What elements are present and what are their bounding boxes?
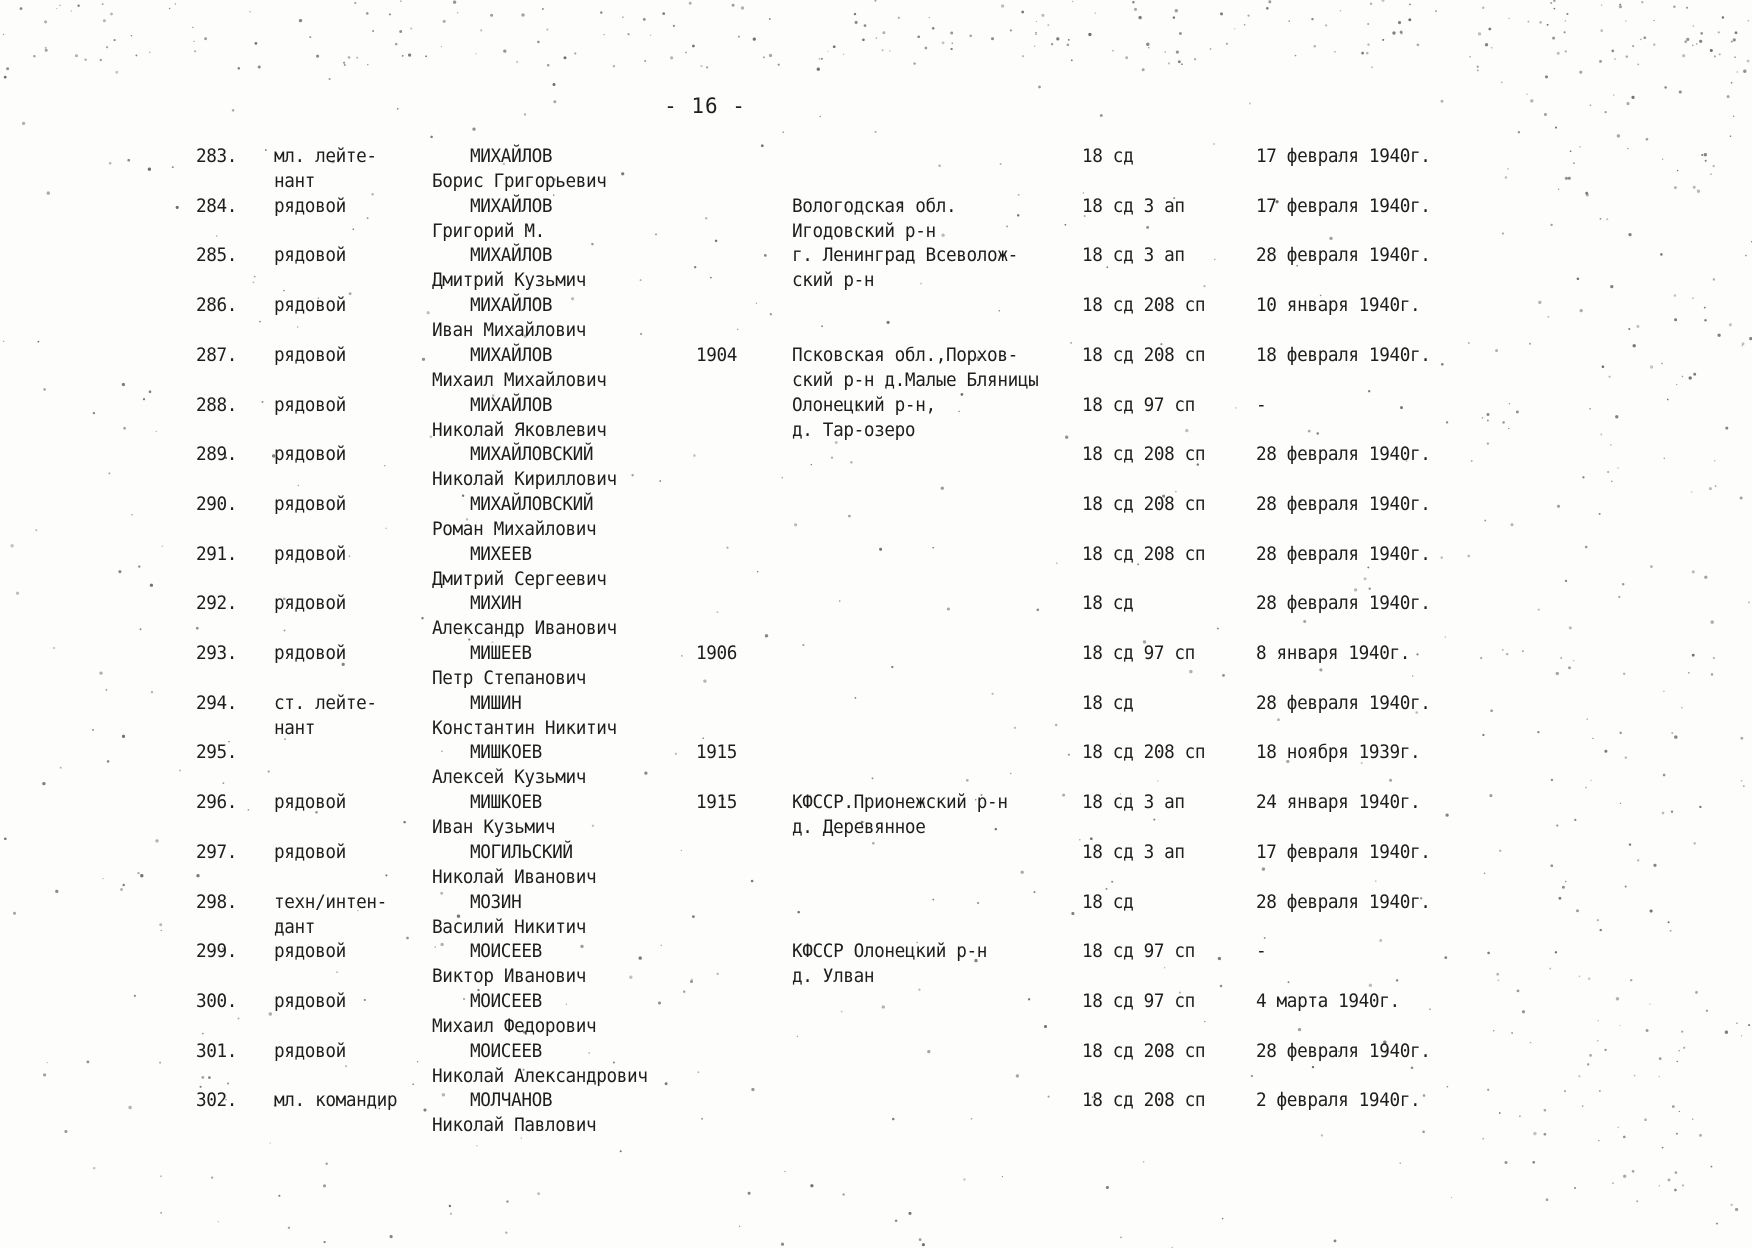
- record-row: [0, 542, 1752, 592]
- record-given-names: Константин Никитич: [432, 716, 617, 739]
- record-rank: рядовой: [274, 592, 346, 615]
- record-row: [0, 641, 1752, 691]
- record-rank: рядовой: [274, 343, 346, 366]
- record-given-names: Дмитрий Сергеевич: [432, 567, 607, 590]
- record-surname: МИХЕЕВ: [470, 542, 532, 565]
- record-number: 285.: [196, 244, 238, 267]
- record-row: [0, 1088, 1752, 1138]
- record-date: 28 февраля 1940г.: [1256, 492, 1431, 515]
- record-date: 17 февраля 1940г.: [1256, 840, 1431, 863]
- record-row: [0, 890, 1752, 940]
- record-address: Вологодская обл. Игодовский р-н: [792, 194, 957, 242]
- record-number: 301.: [196, 1039, 238, 1062]
- record-date: 28 февраля 1940г.: [1256, 244, 1431, 267]
- record-surname: МИШИН: [470, 691, 522, 714]
- record-surname: МОЛЧАНОВ: [470, 1089, 553, 1112]
- record-surname: МИШЕЕВ: [470, 642, 532, 664]
- record-date: -: [1256, 940, 1267, 963]
- record-rank: ст. лейте- нант: [274, 691, 377, 739]
- record-rank: рядовой: [274, 1039, 346, 1062]
- record-date: 28 февраля 1940г.: [1256, 542, 1431, 565]
- page-number: - 16 -: [664, 94, 746, 118]
- record-surname: МОГИЛЬСКИЙ: [470, 840, 573, 863]
- record-given-names: Иван Михайлович: [432, 319, 587, 342]
- record-surname: МИШКОЕВ: [470, 741, 542, 764]
- record-date: 28 февраля 1940г.: [1256, 890, 1431, 913]
- record-given-names: Борис Григорьевич: [432, 170, 607, 192]
- record-number: 283.: [196, 145, 238, 167]
- record-number: 294.: [196, 691, 238, 714]
- record-unit: 18 сд 97 сп: [1082, 989, 1195, 1012]
- record-address: г. Ленинград Всеволож- ский р-н: [792, 244, 1018, 292]
- record-number: 295.: [196, 741, 238, 764]
- record-row: [0, 740, 1752, 790]
- record-rank: рядовой: [274, 940, 346, 963]
- record-unit: 18 сд 208 сп: [1082, 492, 1206, 515]
- record-birth-year: 1904: [696, 343, 738, 366]
- record-surname: МИХАЙЛОВ: [470, 343, 553, 366]
- record-row: [0, 243, 1752, 293]
- record-number: 286.: [196, 294, 238, 317]
- record-number: 289.: [196, 443, 238, 466]
- record-surname: МОИСЕЕВ: [470, 940, 542, 963]
- record-number: 298.: [196, 890, 238, 913]
- record-given-names: Михаил Федорович: [432, 1014, 597, 1037]
- record-row: [0, 691, 1752, 741]
- record-rank: рядовой: [274, 443, 346, 466]
- record-unit: 18 сд 208 сп: [1082, 1089, 1206, 1112]
- record-given-names: Николай Кириллович: [432, 468, 617, 491]
- record-unit: 18 сд 208 сп: [1082, 1039, 1206, 1062]
- record-date: 8 января 1940г.: [1256, 642, 1411, 664]
- record-surname: МИХИН: [470, 592, 522, 615]
- record-number: 300.: [196, 989, 238, 1012]
- record-given-names: Николай Яковлевич: [432, 418, 607, 441]
- record-row: [0, 591, 1752, 641]
- record-unit: 18 сд 3 ап: [1082, 791, 1185, 814]
- record-row: [0, 790, 1752, 840]
- record-date: 4 марта 1940г.: [1256, 989, 1400, 1012]
- record-unit: 18 сд: [1082, 145, 1134, 167]
- record-row: [0, 343, 1752, 393]
- record-number: 293.: [196, 642, 238, 664]
- record-date: -: [1256, 393, 1267, 416]
- record-rank: рядовой: [274, 989, 346, 1012]
- record-given-names: Виктор Иванович: [432, 965, 587, 988]
- record-row: [0, 393, 1752, 443]
- record-rank: техн/интен- дант: [274, 890, 387, 938]
- record-date: 28 февраля 1940г.: [1256, 443, 1431, 466]
- record-unit: 18 сд: [1082, 890, 1134, 913]
- record-rank: рядовой: [274, 642, 346, 664]
- record-surname: МИХАЙЛОВ: [470, 244, 553, 267]
- record-date: 10 января 1940г.: [1256, 294, 1421, 317]
- record-row: [0, 442, 1752, 492]
- record-number: 291.: [196, 542, 238, 565]
- record-surname: МИХАЙЛОВ: [470, 294, 553, 317]
- record-date: 17 февраля 1940г.: [1256, 145, 1431, 167]
- record-row: [0, 939, 1752, 989]
- record-date: 28 февраля 1940г.: [1256, 592, 1431, 615]
- record-surname: МОЗИН: [470, 890, 522, 913]
- record-surname: МИХАЙЛОВ: [470, 393, 553, 416]
- record-rank: мл. лейте- нант: [274, 145, 377, 192]
- record-date: 18 февраля 1940г.: [1256, 343, 1431, 366]
- record-given-names: Василий Никитич: [432, 915, 587, 938]
- record-given-names: Николай Павлович: [432, 1114, 597, 1137]
- record-unit: 18 сд 97 сп: [1082, 642, 1195, 664]
- record-given-names: Николай Иванович: [432, 865, 597, 888]
- record-surname: МИХАЙЛОВСКИЙ: [470, 492, 594, 515]
- record-surname: МИШКОЕВ: [470, 791, 542, 814]
- record-rank: рядовой: [274, 393, 346, 416]
- record-birth-year: 1906: [696, 642, 738, 664]
- record-unit: 18 сд 3 ап: [1082, 194, 1185, 217]
- record-surname: МИХАЙЛОВ: [470, 194, 553, 217]
- record-given-names: Александр Иванович: [432, 617, 617, 640]
- record-date: 17 февраля 1940г.: [1256, 194, 1431, 217]
- record-surname: МОИСЕЕВ: [470, 989, 542, 1012]
- record-row: [0, 144, 1752, 194]
- record-surname: МОИСЕЕВ: [470, 1039, 542, 1062]
- record-rank: рядовой: [274, 791, 346, 814]
- record-birth-year: 1915: [696, 791, 738, 814]
- record-row: [0, 194, 1752, 244]
- record-rank: рядовой: [274, 244, 346, 267]
- record-number: 288.: [196, 393, 238, 416]
- record-given-names: Петр Степанович: [432, 667, 587, 689]
- record-unit: 18 сд 208 сп: [1082, 294, 1206, 317]
- record-given-names: Иван Кузьмич: [432, 816, 556, 839]
- record-surname: МИХАЙЛОВСКИЙ: [470, 443, 594, 466]
- record-row: [0, 293, 1752, 343]
- record-given-names: Роман Михайлович: [432, 517, 597, 540]
- record-rank: рядовой: [274, 194, 346, 217]
- record-given-names: Дмитрий Кузьмич: [432, 269, 587, 292]
- record-row: [0, 1039, 1752, 1089]
- record-unit: 18 сд 3 ап: [1082, 840, 1185, 863]
- record-surname: МИХАЙЛОВ: [470, 145, 553, 167]
- record-address: КФССР Олонецкий р-н д. Улван: [792, 940, 988, 988]
- record-date: 28 февраля 1940г.: [1256, 691, 1431, 714]
- record-rank: мл. командир: [274, 1089, 398, 1112]
- record-birth-year: 1915: [696, 741, 738, 764]
- record-unit: 18 сд 208 сп: [1082, 542, 1206, 565]
- record-rank: рядовой: [274, 294, 346, 317]
- record-unit: 18 сд 208 сп: [1082, 443, 1206, 466]
- record-rank: рядовой: [274, 840, 346, 863]
- record-unit: 18 сд 3 ап: [1082, 244, 1185, 267]
- record-rank: рядовой: [274, 542, 346, 565]
- record-number: 297.: [196, 840, 238, 863]
- record-number: 299.: [196, 940, 238, 963]
- record-given-names: Григорий М.: [432, 219, 545, 242]
- record-unit: 18 сд 97 сп: [1082, 940, 1195, 963]
- record-given-names: Михаил Михайлович: [432, 368, 607, 391]
- record-address: Псковская обл.,Порхов- ский р-н д.Малые Бляницы: [792, 343, 1039, 391]
- record-date: 2 февраля 1940г.: [1256, 1089, 1421, 1112]
- record-unit: 18 сд 97 сп: [1082, 393, 1195, 416]
- record-date: 28 февраля 1940г.: [1256, 1039, 1431, 1062]
- record-number: 302.: [196, 1089, 238, 1112]
- record-address: КФССР.Прионежский р-н д. Деревянное: [792, 791, 1008, 839]
- record-given-names: Алексей Кузьмич: [432, 766, 587, 789]
- record-row: [0, 840, 1752, 890]
- record-number: 284.: [196, 194, 238, 217]
- record-number: 290.: [196, 492, 238, 515]
- record-unit: 18 сд 208 сп: [1082, 741, 1206, 764]
- record-date: 24 января 1940г.: [1256, 791, 1421, 814]
- record-number: 287.: [196, 343, 238, 366]
- record-row: [0, 989, 1752, 1039]
- record-number: 296.: [196, 791, 238, 814]
- record-unit: 18 сд: [1082, 691, 1134, 714]
- record-date: 18 ноября 1939г.: [1256, 741, 1421, 764]
- record-rank: рядовой: [274, 492, 346, 515]
- record-given-names: Николай Александрович: [432, 1064, 648, 1087]
- record-unit: 18 сд: [1082, 592, 1134, 615]
- record-unit: 18 сд 208 сп: [1082, 343, 1206, 366]
- record-number: 292.: [196, 592, 238, 615]
- record-row: [0, 492, 1752, 542]
- record-address: Олонецкий р-н, д. Тар-озеро: [792, 393, 936, 441]
